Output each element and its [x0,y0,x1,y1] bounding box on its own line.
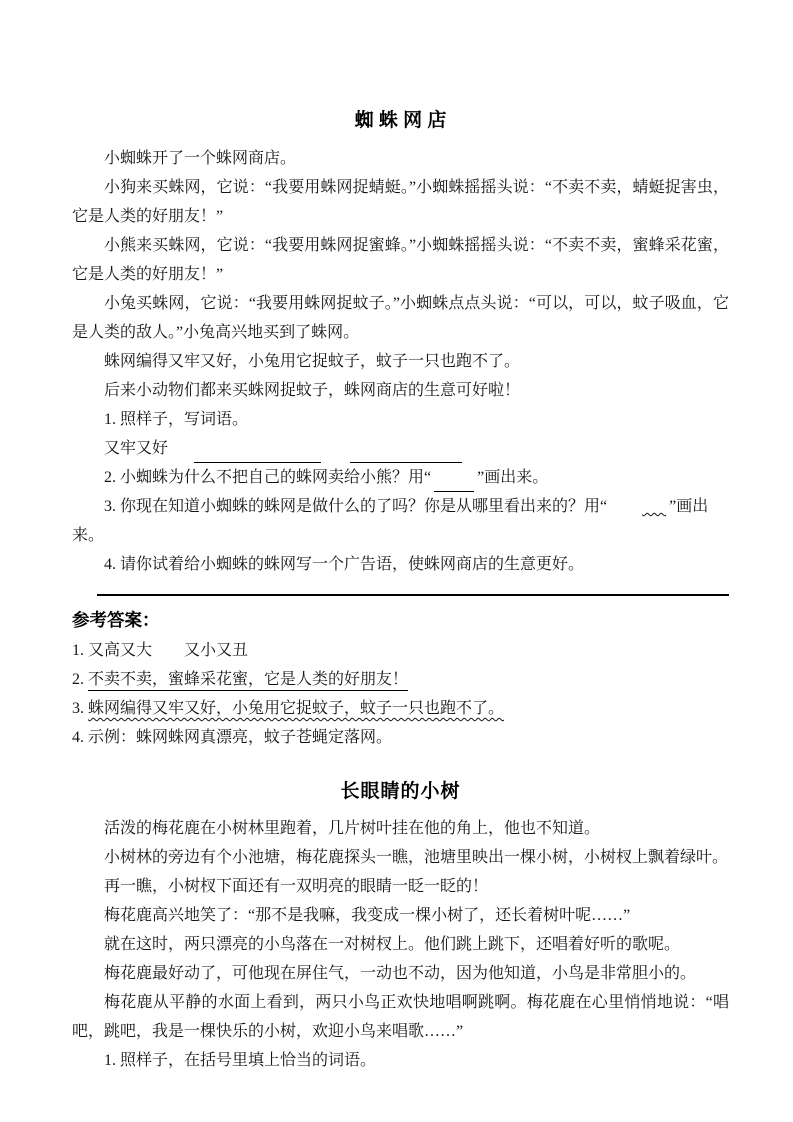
question-3-text-pre: 3. 你现在知道小蜘蛛的蛛网是做什么的了吗？你是从哪里看出来的？用“ [104,498,608,515]
passage2-paragraph-6: 梅花鹿最好动了，可他现在屏住气，一动也不动，因为他知道，小鸟是非常胆小的。 [104,965,697,982]
passage1-paragraph-1: 小蜘蛛开了一个蛛网商店。 [104,150,297,167]
passage2-question-1: 1. 照样子，在括号里填上恰当的词语。 [104,1052,377,1069]
divider-line [97,594,729,596]
wavy-underline-mark [610,492,666,521]
question-4: 4. 请你试着给小蜘蛛的蛛网写一个广告语，使蛛网商店的生意更好。 [104,556,585,573]
question-2-text-post: ”画出来。 [477,469,549,486]
passage2-paragraph-1: 活泼的梅花鹿在小树林里跑着，几片树叶挂在他的角上，他也不知道。 [104,820,601,837]
answers-heading: 参考答案： [72,610,160,630]
passage1-paragraph-4: 小兔买蛛网，它说：“我要用蛛网捉蚊子。”小蜘蛛点点头说：“可以，可以，蚊子吸血，它是人类的敌人。”小兔高兴地买到了蛛网。 [72,295,729,341]
passage1-title: 蜘 蛛 网 店 [354,110,447,131]
passage2-paragraph-5: 就在这时，两只漂亮的小鸟落在一对树杈上。他们跳上跳下，还唱着好听的歌呢。 [104,936,681,953]
question-3 [72,492,729,550]
passage1-paragraph-3: 小熊来买蛛网，它说：“我要用蛛网捉蜜蜂。”小蜘蛛摇摇头说：“不卖不卖，蜜蜂采花蜜，它是人类的好朋友！” [72,237,729,283]
question-2 [72,463,729,492]
question-3-text-post: ”画出来。 [72,498,709,544]
answer-blank-2 [350,445,462,463]
passage1-paragraph-6: 后来小动物们都来买蛛网捉蚊子，蛛网商店的生意可好啦！ [104,382,521,399]
passage2-paragraph-4: 梅花鹿高兴地笑了：“那不是我嘛，我变成一棵小树了，还长着树叶呢……” [104,907,631,924]
passage2-paragraph-2: 小树林的旁边有个小池塘，梅花鹿探头一瞧，池塘里映出一棵小树，小树杈上飘着绿叶。 [104,849,729,866]
passage2-paragraph-7: 梅花鹿从平静的水面上看到，两只小鸟正欢快地唱啊跳啊。梅花鹿在心里悄悄地说：“唱吧，跳吧，我是一棵快乐的小树，欢迎小鸟来唱歌……” [72,994,729,1040]
passage1-paragraph-5: 蛛网编得又牢又好，小兔用它捉蚊子，蚊子一只也跑不了。 [104,353,521,370]
answer-2 [72,665,729,694]
answer-3-wavy-underlined-text: 蛛网编得又牢又好，小兔用它捉蚊子，蚊子一只也跑不了。 [88,700,505,717]
question-1-example-row [72,434,729,463]
passage2-paragraph-3: 再一瞧，小树杈下面还有一双明亮的眼睛一眨一眨的！ [104,878,489,895]
question-2-text-pre: 2. 小蜘蛛为什么不把自己的蛛网卖给小熊？用“ [104,469,432,486]
passage2-title: 长眼睛的小树 [340,781,461,802]
passage1-paragraph-2: 小狗来买蛛网，它说：“我要用蛛网捉蜻蜓。”小蜘蛛摇摇头说：“不卖不卖，蜻蜓捉害虫，它是人类的好朋友！” [72,179,729,225]
answer-3-number: 3. [72,700,88,717]
answer-3 [72,694,729,723]
answer-blank-1 [194,445,321,463]
answer-1: 1. 又高又大 又小又丑 [72,642,249,659]
example-word: 又牢又好 [104,440,169,457]
question-1: 1. 照样子，写词语。 [104,411,249,428]
straight-underline-mark [434,477,474,492]
answer-2-underlined-text: 不卖不卖，蜜蜂采花蜜，它是人类的好朋友！ [88,671,408,691]
answer-2-number: 2. [72,671,88,688]
answer-4: 4. 示例：蛛网蛛网真漂亮，蚊子苍蝇定落网。 [72,729,393,746]
